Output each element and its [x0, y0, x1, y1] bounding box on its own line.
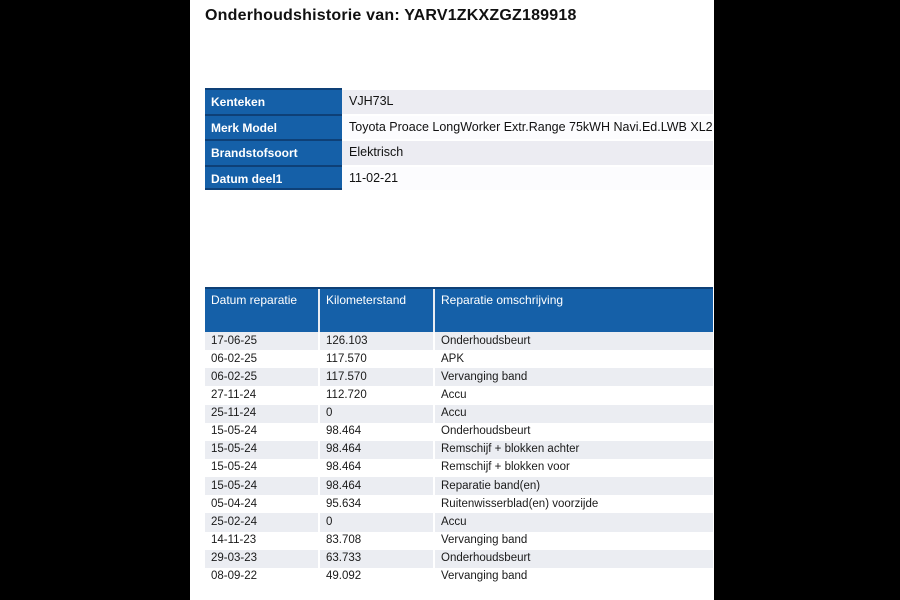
- info-row-label: Datum deel1: [205, 165, 342, 191]
- info-row-value: VJH73L: [342, 88, 713, 114]
- cell-reparatie-omschrijving: Onderhoudsbeurt: [433, 332, 713, 350]
- cell-datum-reparatie: 15-05-24: [211, 425, 258, 438]
- cell-reparatie-omschrijving: Vervanging band: [433, 532, 713, 550]
- repair-table-body: [205, 332, 713, 586]
- table-row: [205, 368, 713, 386]
- table-row: [205, 405, 713, 423]
- cell-kilometerstand: 95.634: [318, 495, 433, 513]
- cell-reparatie-omschrijving: APK: [433, 350, 713, 368]
- column-header-datum-reparatie: Datum reparatie: [211, 293, 298, 307]
- cell-kilometerstand: 0: [318, 405, 433, 423]
- cell-kilometerstand: 98.464: [318, 441, 433, 459]
- cell-datum-reparatie: 25-11-24: [211, 407, 257, 420]
- table-row: [205, 568, 713, 586]
- cell-kilometerstand: 63.733: [318, 550, 433, 568]
- column-header-reparatie-omschrijving: Reparatie omschrijving: [433, 289, 713, 332]
- vehicle-info-table: [205, 88, 713, 190]
- table-row: [205, 477, 713, 495]
- info-row-label: Brandstofsoort: [205, 139, 342, 165]
- table-row: [205, 459, 713, 477]
- cell-reparatie-omschrijving: Accu: [433, 386, 713, 404]
- table-row: [205, 350, 713, 368]
- cell-reparatie-omschrijving: Vervanging band: [433, 368, 713, 386]
- cell-kilometerstand: 98.464: [318, 459, 433, 477]
- info-row-value: Elektrisch: [342, 139, 713, 165]
- cell-datum-reparatie: 14-11-23: [211, 534, 257, 547]
- page-title: Onderhoudshistorie van: YARV1ZKXZGZ189918: [205, 7, 577, 24]
- cell-datum-reparatie: 06-02-25: [211, 352, 258, 365]
- table-row: [205, 441, 713, 459]
- info-row: [205, 165, 713, 191]
- cell-reparatie-omschrijving: Remschijf + blokken achter: [433, 441, 713, 459]
- table-row: [205, 423, 713, 441]
- cell-reparatie-omschrijving: Ruitenwisserblad(en) voorzijde: [433, 495, 713, 513]
- info-row: [205, 114, 713, 140]
- document-page: [190, 0, 714, 600]
- cell-datum-reparatie: 15-05-24: [211, 479, 258, 492]
- repair-history-table: [205, 287, 713, 586]
- cell-kilometerstand: 117.570: [318, 350, 433, 368]
- cell-datum-reparatie: 08-09-22: [211, 570, 258, 583]
- repair-table-header: [205, 287, 713, 332]
- cell-kilometerstand: 126.103: [318, 332, 433, 350]
- cell-kilometerstand: 49.092: [318, 568, 433, 586]
- cell-datum-reparatie: 06-02-25: [211, 370, 258, 383]
- table-row: [205, 550, 713, 568]
- cell-kilometerstand: 0: [318, 513, 433, 531]
- cell-kilometerstand: 117.570: [318, 368, 433, 386]
- cell-reparatie-omschrijving: Accu: [433, 513, 713, 531]
- cell-datum-reparatie: 27-11-24: [211, 388, 257, 401]
- cell-reparatie-omschrijving: Onderhoudsbeurt: [433, 550, 713, 568]
- info-row-label: Kenteken: [205, 88, 342, 114]
- cell-datum-reparatie: 29-03-23: [211, 552, 258, 565]
- cell-reparatie-omschrijving: Accu: [433, 405, 713, 423]
- table-row: [205, 513, 713, 531]
- table-row: [205, 532, 713, 550]
- table-row: [205, 386, 713, 404]
- column-header-kilometerstand: Kilometerstand: [318, 289, 433, 332]
- cell-reparatie-omschrijving: Reparatie band(en): [433, 477, 713, 495]
- info-row: [205, 139, 713, 165]
- cell-datum-reparatie: 25-02-24: [211, 515, 258, 528]
- info-row-value: Toyota Proace LongWorker Extr.Range 75kWH Navi.Ed.LWB XL2: [342, 114, 713, 140]
- info-row-value: 11-02-21: [342, 165, 713, 191]
- cell-kilometerstand: 98.464: [318, 423, 433, 441]
- info-row-label: Merk Model: [205, 114, 342, 140]
- info-row: [205, 88, 713, 114]
- cell-kilometerstand: 112.720: [318, 386, 433, 404]
- table-row: [205, 332, 713, 350]
- cell-kilometerstand: 83.708: [318, 532, 433, 550]
- cell-datum-reparatie: 15-05-24: [211, 443, 258, 456]
- cell-datum-reparatie: 15-05-24: [211, 461, 258, 474]
- cell-reparatie-omschrijving: Remschijf + blokken voor: [433, 459, 713, 477]
- cell-datum-reparatie: 05-04-24: [211, 497, 258, 510]
- table-row: [205, 495, 713, 513]
- cell-reparatie-omschrijving: Vervanging band: [433, 568, 713, 586]
- cell-datum-reparatie: 17-06-25: [211, 334, 258, 347]
- cell-kilometerstand: 98.464: [318, 477, 433, 495]
- cell-reparatie-omschrijving: Onderhoudsbeurt: [433, 423, 713, 441]
